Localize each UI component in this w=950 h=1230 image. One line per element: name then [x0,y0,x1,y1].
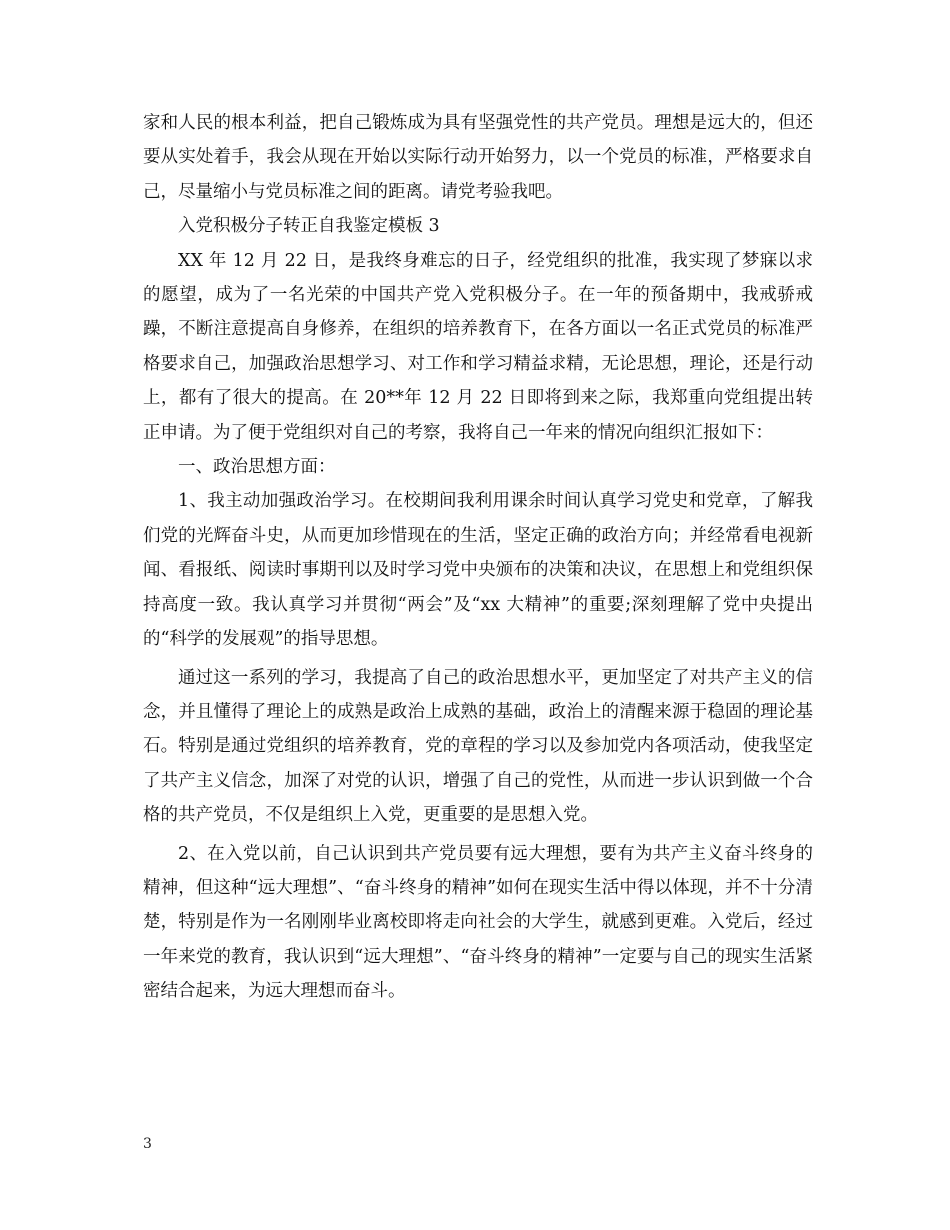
paragraph-continuation: 家和人民的根本利益，把自己锻炼成为具有坚强党性的共产党员。理想是远大的，但还要从实处着手，我会从现在开始以实际行动开始努力，以一个党员的标准，严格要求自己，尽量缩小与党员标准之间的距离。请党考验我吧。 [143,113,813,202]
paragraph-reflection: 通过这一系列的学习，我提高了自己的政治思想水平，更加坚定了对共产主义的信念，并且懂得了理论上的成熟是政治上成熟的基础，政治上的清醒来源于稳固的理论基石。特别是通过党组织的培养教育，党的章程的学习以及参加党内各项活动，使我坚定了共产主义信念，加深了对党的认识，增强了自己的党性，从而进一步认识到做一个合格的共产党员，不仅是组织上入党，更重要的是思想入党。 [143,667,813,826]
section-heading-political-thought: 一、政治思想方面： [178,457,336,478]
section-title: 入党积极分子转正自我鉴定模板 3 [178,216,440,237]
paragraph-intro: XX 年 12 月 22 日，是我终身难忘的日子，经党组织的批准，我实现了梦寐以求的愿望，成为了一名光荣的中国共产党入党积极分子。在一年的预备期中，我戒骄戒躁，不断注意提高自身修养，在组织的培养教育下，在各方面以一名正式党员的标准严格要求自己，加强政治思想学习、对工作和学习精益求精，无论思想，理论，还是行动上，都有了很大的提高。在 20**年 12 月 22 日即将到来之际，我郑重向党组提出转正申请。为了便于党组织对自己的考察，我将自己一年来的情况向组织汇报如下： [143,250,813,443]
paragraph-point-2: 2、在入党以前，自己认识到共产党员要有远大理想，要有为共产主义奋斗终身的精神，但这种“远大理想”、“奋斗终身的精神”如何在现实生活中得以体现，并不十分清楚，特别是作为一名刚刚毕业离校即将走向社会的大学生，就感到更难。入党后，经过一年来党的教育，我认识到“远大理想”、“奋斗终身的精神”一定要与自己的现实生活紧密结合起来，为远大理想而奋斗。 [143,843,813,1002]
paragraph-point-1: 1、我主动加强政治学习。在校期间我利用课余时间认真学习党史和党章，了解我们党的光辉奋斗史，从而更加珍惜现在的生活，坚定正确的政治方向；并经常看电视新闻、看报纸、阅读时事期刊以及时学习党中央颁布的决策和决议，在思想上和党组织保持高度一致。我认真学习并贯彻“两会”及“xx 大精神”的重要;深刻理解了党中央提出的“科学的发展观”的指导思想。 [143,491,813,650]
document-body [143,106,813,1009]
page-number: 3 [143,1136,152,1152]
